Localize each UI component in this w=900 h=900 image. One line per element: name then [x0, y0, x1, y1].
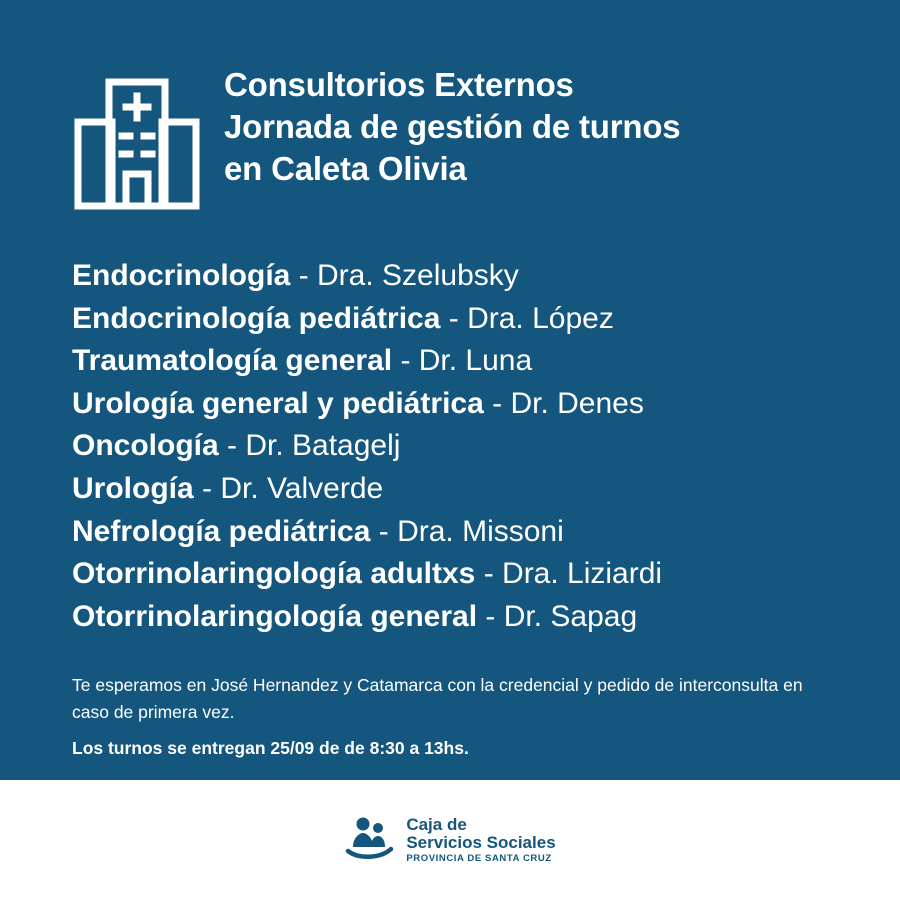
- logo-text: [406, 816, 555, 865]
- specialty-name: Otorrinolaringología general: [72, 599, 478, 633]
- doctor-name: - Dr. Batagelj: [227, 429, 401, 463]
- list-item: [72, 255, 900, 298]
- footnote-text: Te esperamos en José Hernandez y Catamarca con la credencial y pedido de interconsulta en caso de primera vez.: [72, 675, 803, 722]
- hospital-icon: [72, 74, 202, 219]
- list-item: [72, 553, 900, 596]
- list-item: [72, 596, 900, 639]
- logo-line-3: PROVINCIA DE SANTA CRUZ: [406, 853, 552, 865]
- poster-footer: [0, 780, 900, 900]
- specialty-name: Endocrinología: [72, 259, 291, 292]
- doctor-name: - Dra. Liziardi: [483, 557, 663, 591]
- list-item: [72, 511, 900, 554]
- specialty-name: Urología general y pediátrica: [72, 386, 484, 420]
- list-item: [72, 298, 900, 341]
- family-logo-icon: [344, 813, 396, 868]
- list-item: [72, 383, 900, 426]
- doctor-name: - Dr. Valverde: [202, 471, 384, 505]
- organization-logo: [344, 813, 555, 868]
- specialty-name: Nefrología pediátrica: [72, 514, 371, 548]
- doctor-name: - Dr. Luna: [400, 344, 533, 378]
- logo-line-2: Servicios Sociales: [406, 832, 556, 852]
- doctor-name: - Dra. Szelubsky: [298, 259, 519, 292]
- list-item: [72, 468, 900, 511]
- specialty-name: Endocrinología pediátrica: [72, 301, 441, 335]
- logo-line-1: Caja de: [406, 814, 467, 834]
- title-line-2: Jornada de gestión de turnos: [224, 108, 681, 146]
- specialty-name: Urología: [72, 471, 194, 505]
- poster-header: [0, 0, 900, 219]
- footnote-highlight: Los turnos se entregan 25/09 de de 8:30 a 13hs.: [72, 737, 469, 758]
- doctor-name: - Dra. Missoni: [378, 514, 564, 548]
- title-line-1: Consultorios Externos: [224, 66, 574, 103]
- title-line-3: en Caleta Olivia: [224, 150, 467, 188]
- doctor-name: - Dr. Denes: [492, 386, 644, 420]
- specialty-name: Otorrinolaringología adultxs: [72, 557, 476, 591]
- doctor-name: - Dr. Sapag: [485, 599, 638, 633]
- specialty-name: Oncología: [72, 429, 219, 463]
- list-item: [72, 340, 900, 383]
- specialty-list: [0, 255, 900, 638]
- doctor-name: - Dra. López: [448, 301, 614, 335]
- specialty-name: Traumatología general: [72, 344, 393, 378]
- page-title: [224, 64, 680, 191]
- footnote: [0, 672, 900, 761]
- list-item: [72, 425, 900, 468]
